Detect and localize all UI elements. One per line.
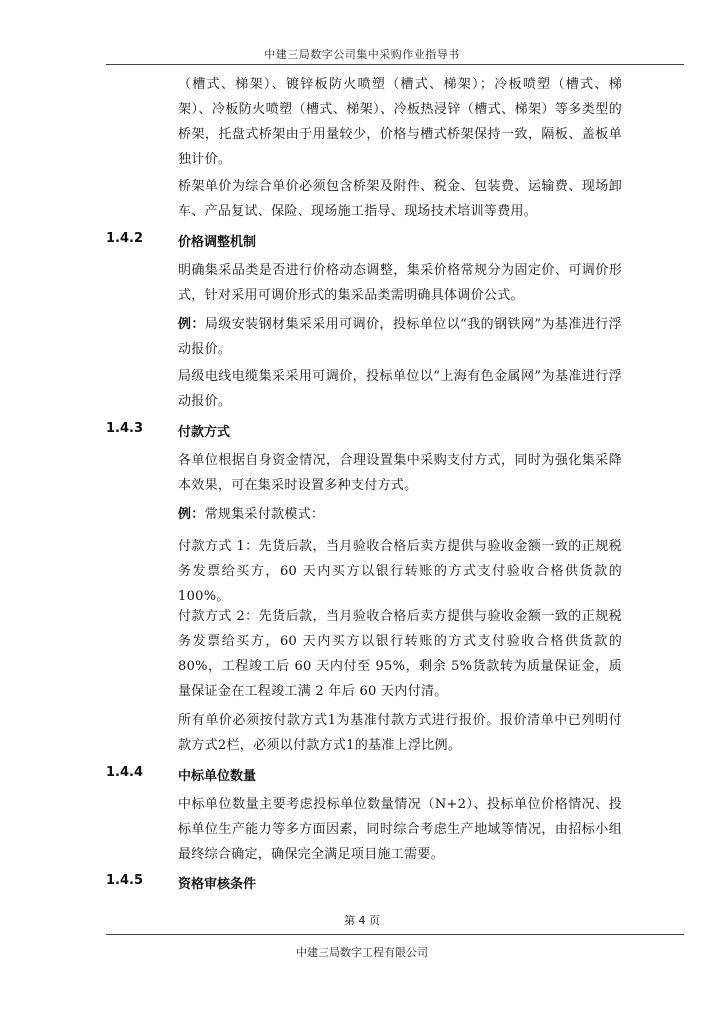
- page-number: 第 4 页: [344, 914, 380, 927]
- section-title: 资格审核条件: [178, 877, 257, 892]
- section-heading-1-4-2: [106, 228, 626, 252]
- page-header-title: 中建三局数字公司集中采购作业指导书: [264, 48, 460, 61]
- section-number: 1.4.3: [106, 421, 144, 436]
- section-heading-1-4-3: [106, 418, 626, 442]
- paragraph-payment-baseline: 所有单价必须按付款方式1为基准付款方式进行报价。报价清单中已列明付款方式2栏，必须以付款方式1的基准上浮比例。: [178, 713, 622, 753]
- footer-company: 中建三局数字工程有限公司: [296, 946, 428, 959]
- section-title: 价格调整机制: [178, 235, 257, 250]
- paragraph-example-steel: [178, 312, 622, 362]
- paragraph-payment-example: [178, 502, 622, 527]
- paragraph-winning-bidders: 中标单位数量主要考虑投标单位数量情况（N+2）、投标单位价格情况、投标单位生产能力等多方面因素，同时综合考虑生产地域等情况，由招标小组最终综合确定，确保完全满足项目施工需要。: [178, 797, 622, 862]
- example-text: 局级安装钢材集采采用可调价，投标单位以“我的钢铁网”为基准进行浮动报价。: [178, 317, 622, 357]
- paragraph-cable-tray-types: （槽式、梯架）、镀锌板防火喷塑（槽式、梯架）；冷板喷塑（槽式、梯架）、冷板防火喷塑（槽式、梯架）、冷板热浸锌（槽式、梯架）等多类型的桥架，托盘式桥架由于用量较少，价格与槽式桥架保持一致，隔板、盖板单独计价。: [178, 77, 622, 167]
- section-title: 中标单位数量: [178, 769, 257, 784]
- example-label: 例：: [178, 317, 205, 332]
- section-heading-1-4-4: [106, 762, 626, 786]
- section-heading-1-4-5: [106, 870, 626, 894]
- paragraph-price-adjustment: 明确集采品类是否进行价格动态调整，集采价格常规分为固定价、可调价形式，针对采用可调价形式的集采品类需明确具体调价公式。: [178, 263, 622, 303]
- section-number: 1.4.2: [106, 231, 144, 246]
- section-title: 付款方式: [178, 425, 231, 440]
- example-text: 常规集采付款模式：: [204, 507, 325, 522]
- footer-rule: [106, 934, 684, 935]
- paragraph-cable-tray-price: 桥架单价为综合单价必须包含桥架及附件、税金、包装费、运输费、现场卸车、产品复试、保险、现场施工指导、现场技术培训等费用。: [178, 179, 622, 219]
- section-number: 1.4.4: [106, 765, 144, 780]
- paragraph-payment-method-2: 付款方式 2：先货后款，当月验收合格后卖方提供与验收金额一致的正规税务发票给买方，60 天内买方以银行转账的方式支付验收合格供货款的 80%，工程竣工后 60 天内付至 95%，剩余 5%货款转为质量保证金，质量保证金在工程竣工满 2 年后 60 天内付清。: [178, 609, 622, 699]
- paragraph-payment-method-1: 付款方式 1：先货后款，当月验收合格后卖方提供与验收金额一致的正规税务发票给买方，60 天内买方以银行转账的方式支付验收合格供货款的 100%。: [178, 539, 622, 604]
- paragraph-payment-intro: 各单位根据自身资金情况，合理设置集中采购支付方式，同时为强化集采降本效果，可在集采时设置多种支付方式。: [178, 453, 622, 493]
- section-number: 1.4.5: [106, 873, 144, 888]
- header-rule: [106, 64, 684, 65]
- paragraph-example-cable: 局级电线电缆集采采用可调价，投标单位以“上海有色金属网”为基准进行浮动报价。: [178, 369, 622, 409]
- example-label: 例：: [178, 507, 205, 522]
